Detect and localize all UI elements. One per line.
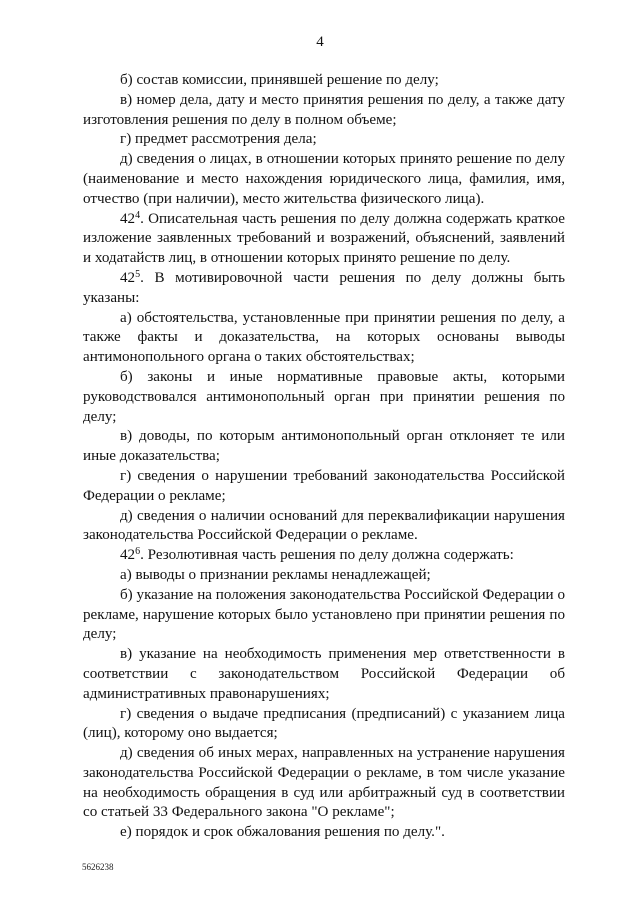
page-number: 4 [316, 34, 324, 50]
paragraph-b-laws: б) законы и иные нормативные правовые акты, которыми руководствовался антимонопольный орган при принятии решения по делу; [83, 368, 565, 425]
paragraph-v-arguments: в) доводы, по которым антимонопольный орган отклоняет те или иные доказательства; [83, 428, 565, 465]
paragraph-d-requalification: д) сведения о наличии оснований для переквалификации нарушения законодательства Российской Федерации о рекламе. [83, 507, 565, 544]
clause-superscript: 6 [135, 546, 141, 558]
clause-number: 42 [120, 547, 136, 564]
paragraph-d-persons: д) сведения о лицах, в отношении которых принято решение по делу (наименование и место нахождения юридического лица, фамилия, имя, отчество (при наличии), место жительства физического лица). [83, 151, 565, 207]
paragraph-42-6: $42^6$. Резолютивная часть решения по делу должна содержать: [120, 546, 514, 564]
paragraph-b-commission: б) состав комиссии, принявшей решение по делу; [120, 72, 439, 88]
paragraph-a-circumstances: а) обстоятельства, установленные при принятии решения по делу, а также факты и доказательства, на которых основаны выводы антимонопольного органа о таких обстоятельствах; [83, 309, 565, 366]
paragraph-42-5: $42^5$. В мотивировочной части решения по делу должны быть указаны: [83, 268, 565, 306]
document-body [83, 71, 565, 843]
clause-superscript: 4 [135, 209, 141, 221]
paragraph-d-other-measures: д) сведения об иных мерах, направленных на устранение нарушения законодательства Российской Федерации о рекламе, в том числе указание на необходимость обращения в суд или арбитражный суд в соответствии со статьей 33 Федерального закона "О рекламе"; [83, 745, 565, 821]
paragraph-42-4: $42^4$. Описательная часть решения по делу должна содержать краткое изложение заявленных требований и возражений, объяснений, заявлений и ходатайств лиц, в отношении которых принято решение по делу. [83, 209, 565, 267]
clause-number: 42 [120, 269, 136, 286]
clause-number: 42 [120, 210, 136, 227]
paragraph-b-provisions: б) указание на положения законодательства Российской Федерации о рекламе, нарушение которых было установлено при принятии решения по делу; [83, 586, 565, 643]
paragraph-v-liability: в) указание на необходимость применения мер ответственности в соответствии с законодательством Российской Федерации об административных правонарушениях; [83, 646, 565, 702]
paragraph-e-appeal: е) порядок и срок обжалования решения по делу.". [120, 824, 445, 841]
paragraph-g-violation: г) сведения о нарушении требований законодательства Российской Федерации о рекламе; [83, 467, 565, 504]
paragraph-a-conclusions: а) выводы о признании рекламы ненадлежащей; [120, 566, 431, 583]
document-code: 5626238 [82, 862, 114, 872]
clause-superscript: 5 [135, 268, 141, 280]
paragraph-v-case-number: в) номер дела, дату и место принятия решения по делу, а также дату изготовления решения по делу в полном объеме; [83, 91, 565, 128]
paragraph-g-subject: г) предмет рассмотрения дела; [120, 131, 317, 148]
paragraph-g-order: г) сведения о выдаче предписания (предписаний) с указанием лица (лиц), которому оно выдается; [83, 705, 565, 742]
